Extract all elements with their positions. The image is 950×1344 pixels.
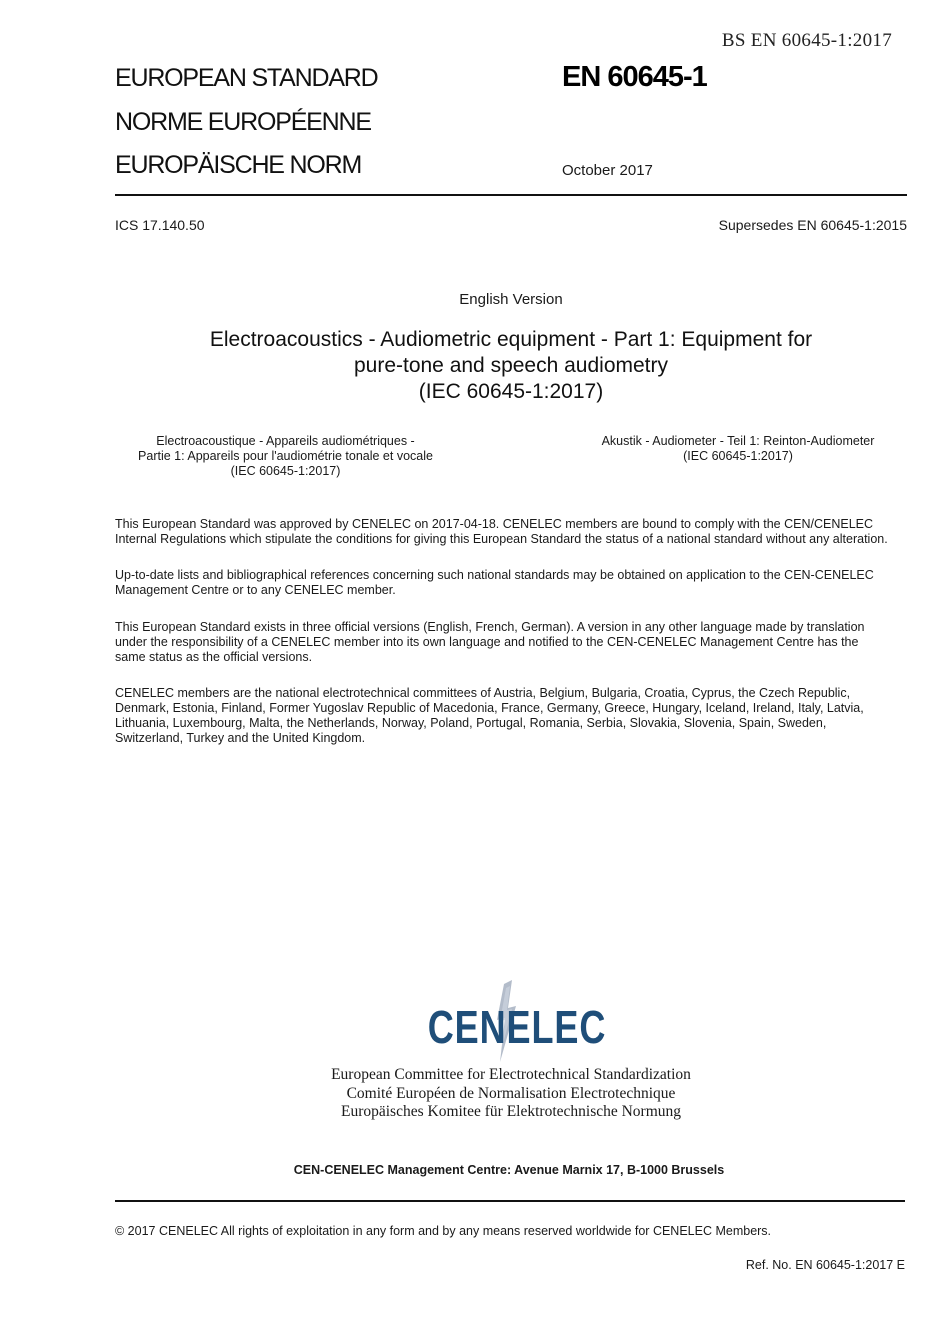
approval-paragraph — [115, 517, 910, 547]
copyright-notice: © 2017 CENELEC All rights of exploitation in any form and by any means reserved worldwide for CENELEC Members. — [115, 1224, 772, 1238]
german-title-line: Akustik - Audiometer - Teil 1: Reinton-Audiometer — [601, 434, 875, 448]
paragraph-line: Switzerland, Turkey and the United Kingdom. — [115, 731, 366, 745]
paragraph-line: Up-to-date lists and bibliographical references concerning such national standards may be obtained on application to the CEN-CENELEC — [115, 568, 874, 582]
paragraph-line: Management Centre or to any CENELEC member. — [115, 583, 396, 597]
standard-title-en: EUROPEAN STANDARD — [115, 64, 378, 92]
committee-names — [0, 1066, 950, 1122]
paragraph-line: same status as the official versions. — [115, 650, 313, 664]
logo-wordmark: CENELEC — [427, 1001, 607, 1053]
committee-name-de: Europäisches Komitee für Elektrotechnische Normung — [340, 1103, 682, 1120]
publication-date: October 2017 — [562, 162, 653, 179]
french-title-line: Partie 1: Appareils pour l'audiométrie tonale et vocale — [138, 449, 433, 463]
paragraph-line: Internal Regulations which stipulate the conditions for giving this European Standard the status of a national standard without any alteration. — [115, 532, 888, 546]
language-version: English Version — [459, 291, 563, 308]
supersedes-note: Supersedes EN 60645-1:2015 — [718, 217, 907, 233]
paragraph-line: CENELEC members are the national electrotechnical committees of Austria, Belgium, Bulgaria, Croatia, Cyprus, the Czech Republic, — [115, 686, 851, 700]
paragraph-line: under the responsibility of a CENELEC member into its own language and notified to the CEN-CENELEC Management Centre has the — [115, 635, 859, 649]
french-title-line: Electroacoustique - Appareils audiométriques - — [156, 434, 415, 448]
french-title-line: (IEC 60645-1:2017) — [230, 464, 341, 478]
french-title — [115, 434, 456, 479]
paragraph-line: Denmark, Estonia, Finland, Former Yugoslav Republic of Macedonia, France, Germany, Greece, Hungary, Iceland, Ireland, Italy, Latvia, — [115, 701, 864, 715]
document-title — [115, 327, 907, 405]
bs-reference: BS EN 60645-1:2017 — [721, 30, 892, 51]
committee-name-en: European Committee for Electrotechnical Standardization — [331, 1066, 691, 1083]
cenelec-logo — [412, 978, 622, 1064]
paragraph-line: Lithuania, Luxembourg, Malta, the Netherlands, Norway, Poland, Portugal, Romania, Serbia, Slovakia, Slovenia, Spain, Sweden, — [115, 716, 827, 730]
paragraph-line: This European Standard was approved by CENELEC on 2017-04-18. CENELEC members are bound to comply with the CEN/CENELEC — [115, 517, 874, 531]
header-divider — [115, 194, 907, 196]
document-title-line: (IEC 60645-1:2017) — [418, 380, 604, 403]
reference-number: Ref. No. EN 60645-1:2017 E — [745, 1258, 905, 1272]
references-paragraph — [115, 568, 910, 598]
standard-title-fr: NORME EUROPÉENNE — [115, 108, 371, 136]
german-title-line: (IEC 60645-1:2017) — [683, 449, 793, 463]
versions-paragraph — [115, 620, 910, 665]
standard-title-de: EUROPÄISCHE NORM — [115, 151, 362, 179]
standard-number: EN 60645-1 — [562, 61, 707, 93]
footer-divider — [115, 1200, 905, 1202]
paragraph-line: This European Standard exists in three official versions (English, French, German). A version in any other language made by translation — [115, 620, 865, 634]
german-title — [570, 434, 906, 464]
committee-name-fr: Comité Européen de Normalisation Electrotechnique — [346, 1084, 676, 1102]
management-centre-address: CEN-CENELEC Management Centre: Avenue Marnix 17, B-1000 Brussels — [293, 1163, 725, 1177]
ics-code: ICS 17.140.50 — [115, 217, 205, 233]
members-paragraph — [115, 686, 910, 746]
document-title-line: pure-tone and speech audiometry — [353, 354, 669, 377]
document-title-line: Electroacoustics - Audiometric equipment - Part 1: Equipment for — [209, 328, 813, 351]
